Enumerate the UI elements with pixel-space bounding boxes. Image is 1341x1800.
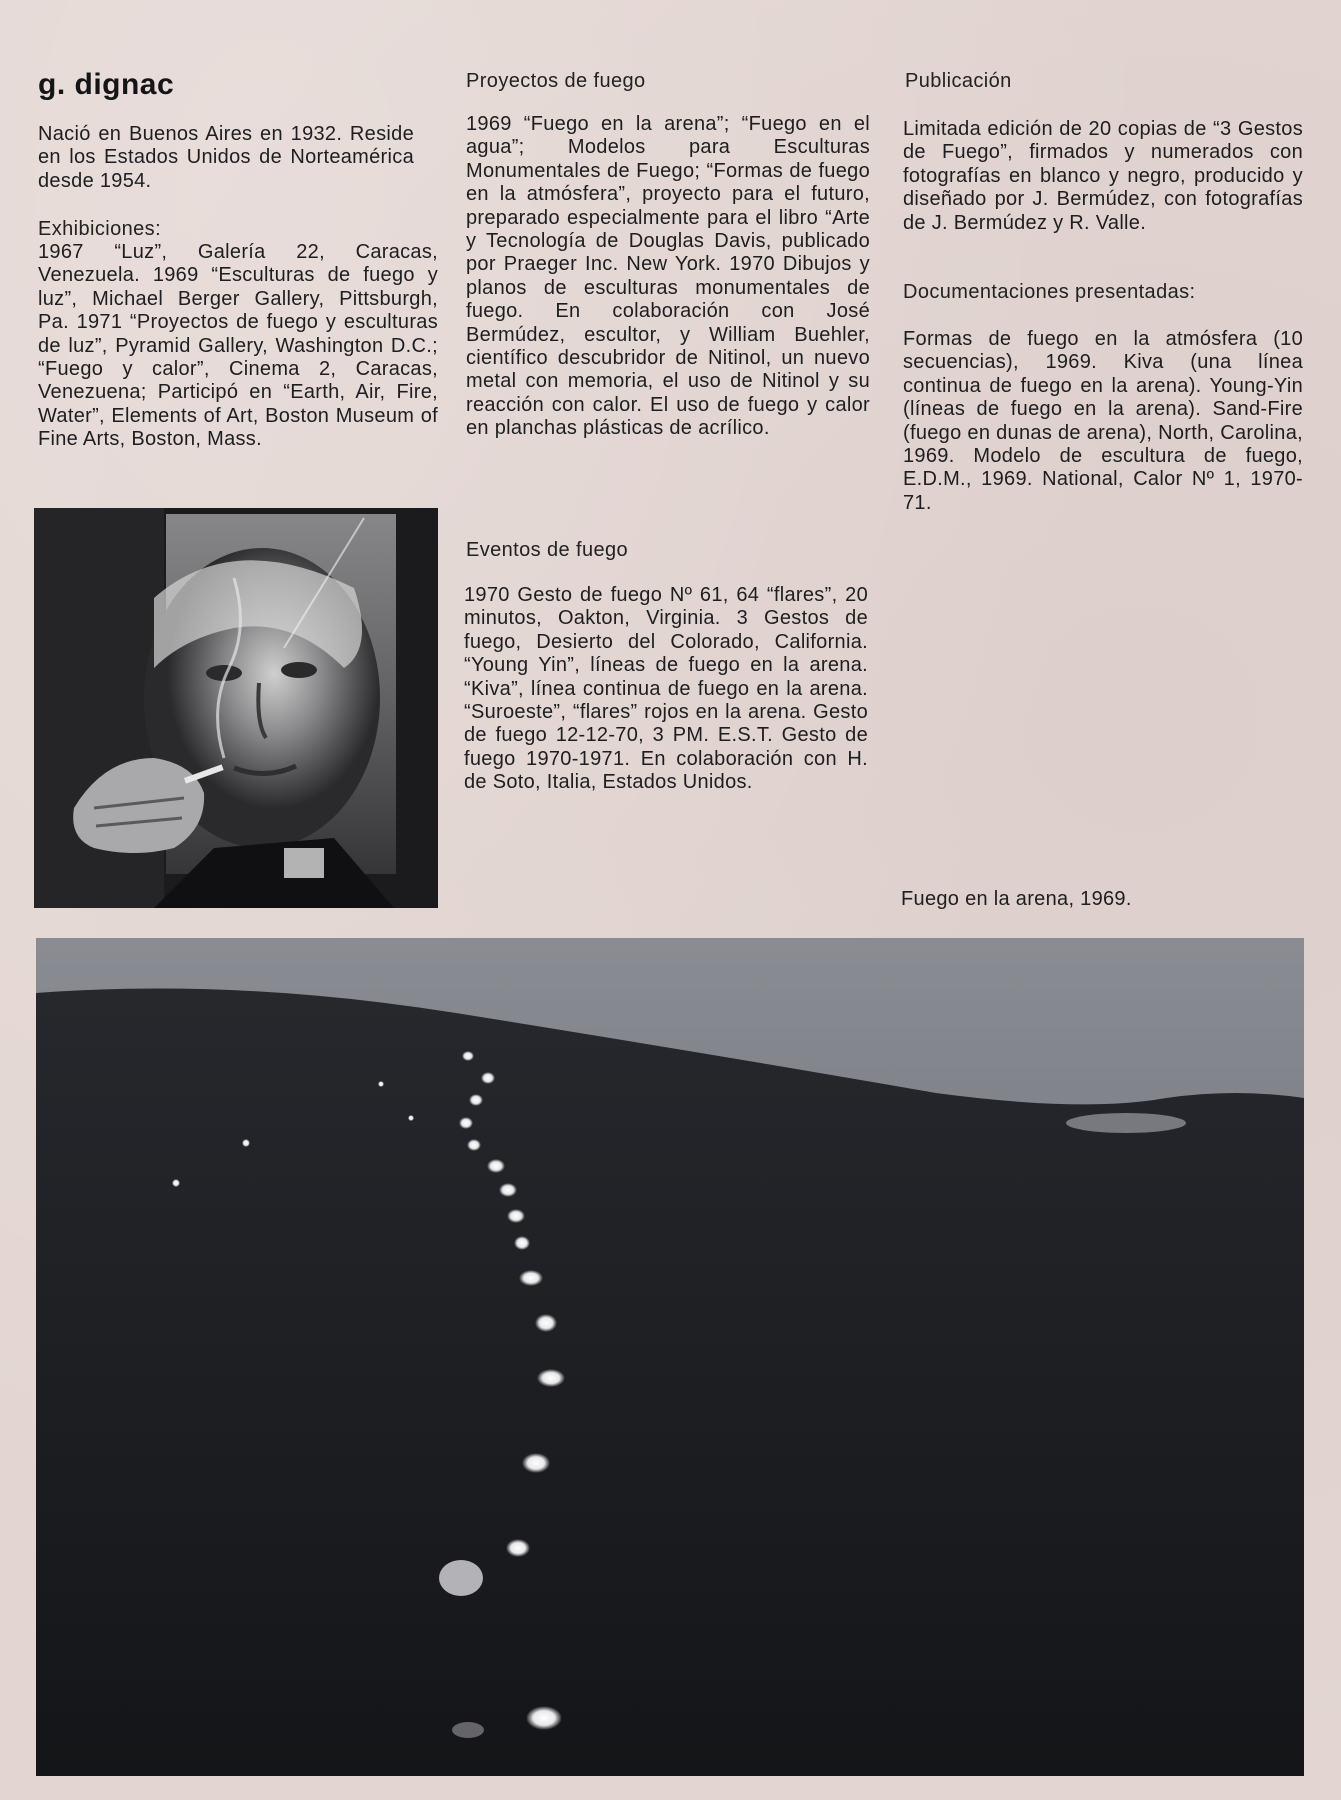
artist-portrait-photo: [34, 508, 438, 908]
events-heading: Eventos de fuego: [466, 539, 629, 561]
events-text: 1970 Gesto de fuego Nº 61, 64 “flares”, 20 minutos, Oakton, Virginia. 3 Gestos de fuego, Desierto del Colorado, California. “Young Yin”, líneas de fuego en la arena. “Kiva”, línea continua de fuego en la arena. “Suroeste”, “flares” rojos en la arena. Gesto de fuego 12-12-70, 3 PM. E.S.T. Gesto de fuego 1970-1971. En colaboración con H. de Soto, Italia, Estados Unidos.: [464, 584, 868, 794]
exhibitions-text: 1967 “Luz”, Galería 22, Caracas, Venezuela. 1969 “Esculturas de fuego y luz”, Michael Berger Gallery, Pittsburgh, Pa. 1971 “Proyectos de fuego y esculturas de luz”, Pyramid Gallery, Washington D.C.; “Fuego y calor”, Cinema 2, Caracas, Venezuena; Participó en “Earth, Air, Fire, Water”, Elements of Art, Boston Museum of Fine Arts, Boston, Mass.: [38, 241, 438, 451]
publication-text: Limitada edición de 20 copias de “3 Gestos de Fuego”, firmados y numerados con fotografías en blanco y negro, producido y diseñado por J. Bermúdez, con fotografías de J. Bermúdez y R. Valle.: [903, 118, 1303, 234]
fire-in-sand-photo: [36, 938, 1304, 1776]
publication-heading: Publicación: [905, 70, 1012, 92]
documentation-text: Formas de fuego en la atmósfera (10 secuencias), 1969. Kiva (una línea continua de fuego en la arena). Young-Yin (líneas de fuego en la arena). Sand-Fire (fuego en dunas de arena), North, Carolina, 1969. Modelo de escultura de fuego, E.D.M., 1969. National, Calor Nº 1, 1970-71.: [903, 328, 1303, 514]
documentation-heading: Documentaciones presentadas:: [903, 281, 1196, 303]
artist-bio: Nació en Buenos Aires en 1932. Reside en los Estados Unidos de Norteamérica desde 1954.: [38, 123, 414, 192]
projects-text: 1969 “Fuego en la arena”; “Fuego en el agua”; Modelos para Esculturas Monumentales de Fuego; “Formas de fuego en la atmósfera”, proyecto para el futuro, preparado especialmente para el libro “Arte y Tecnología de Douglas Davis, publicado por Praeger Inc. New York. 1970 Dibujos y planos de esculturas monumentales de fuego. En colaboración con José Bermúdez, escultor, y William Buehler, científico descubridor de Nitinol, un nuevo metal con memoria, el uso de Nitinol y su reacción con calor. El uso de fuego y calor en planchas plásticas de acrílico.: [466, 113, 870, 440]
artist-name: g. dignac: [38, 68, 175, 101]
exhibitions-heading: Exhibiciones:: [38, 218, 162, 240]
projects-heading: Proyectos de fuego: [466, 70, 646, 92]
photo-caption: Fuego en la arena, 1969.: [901, 888, 1132, 910]
